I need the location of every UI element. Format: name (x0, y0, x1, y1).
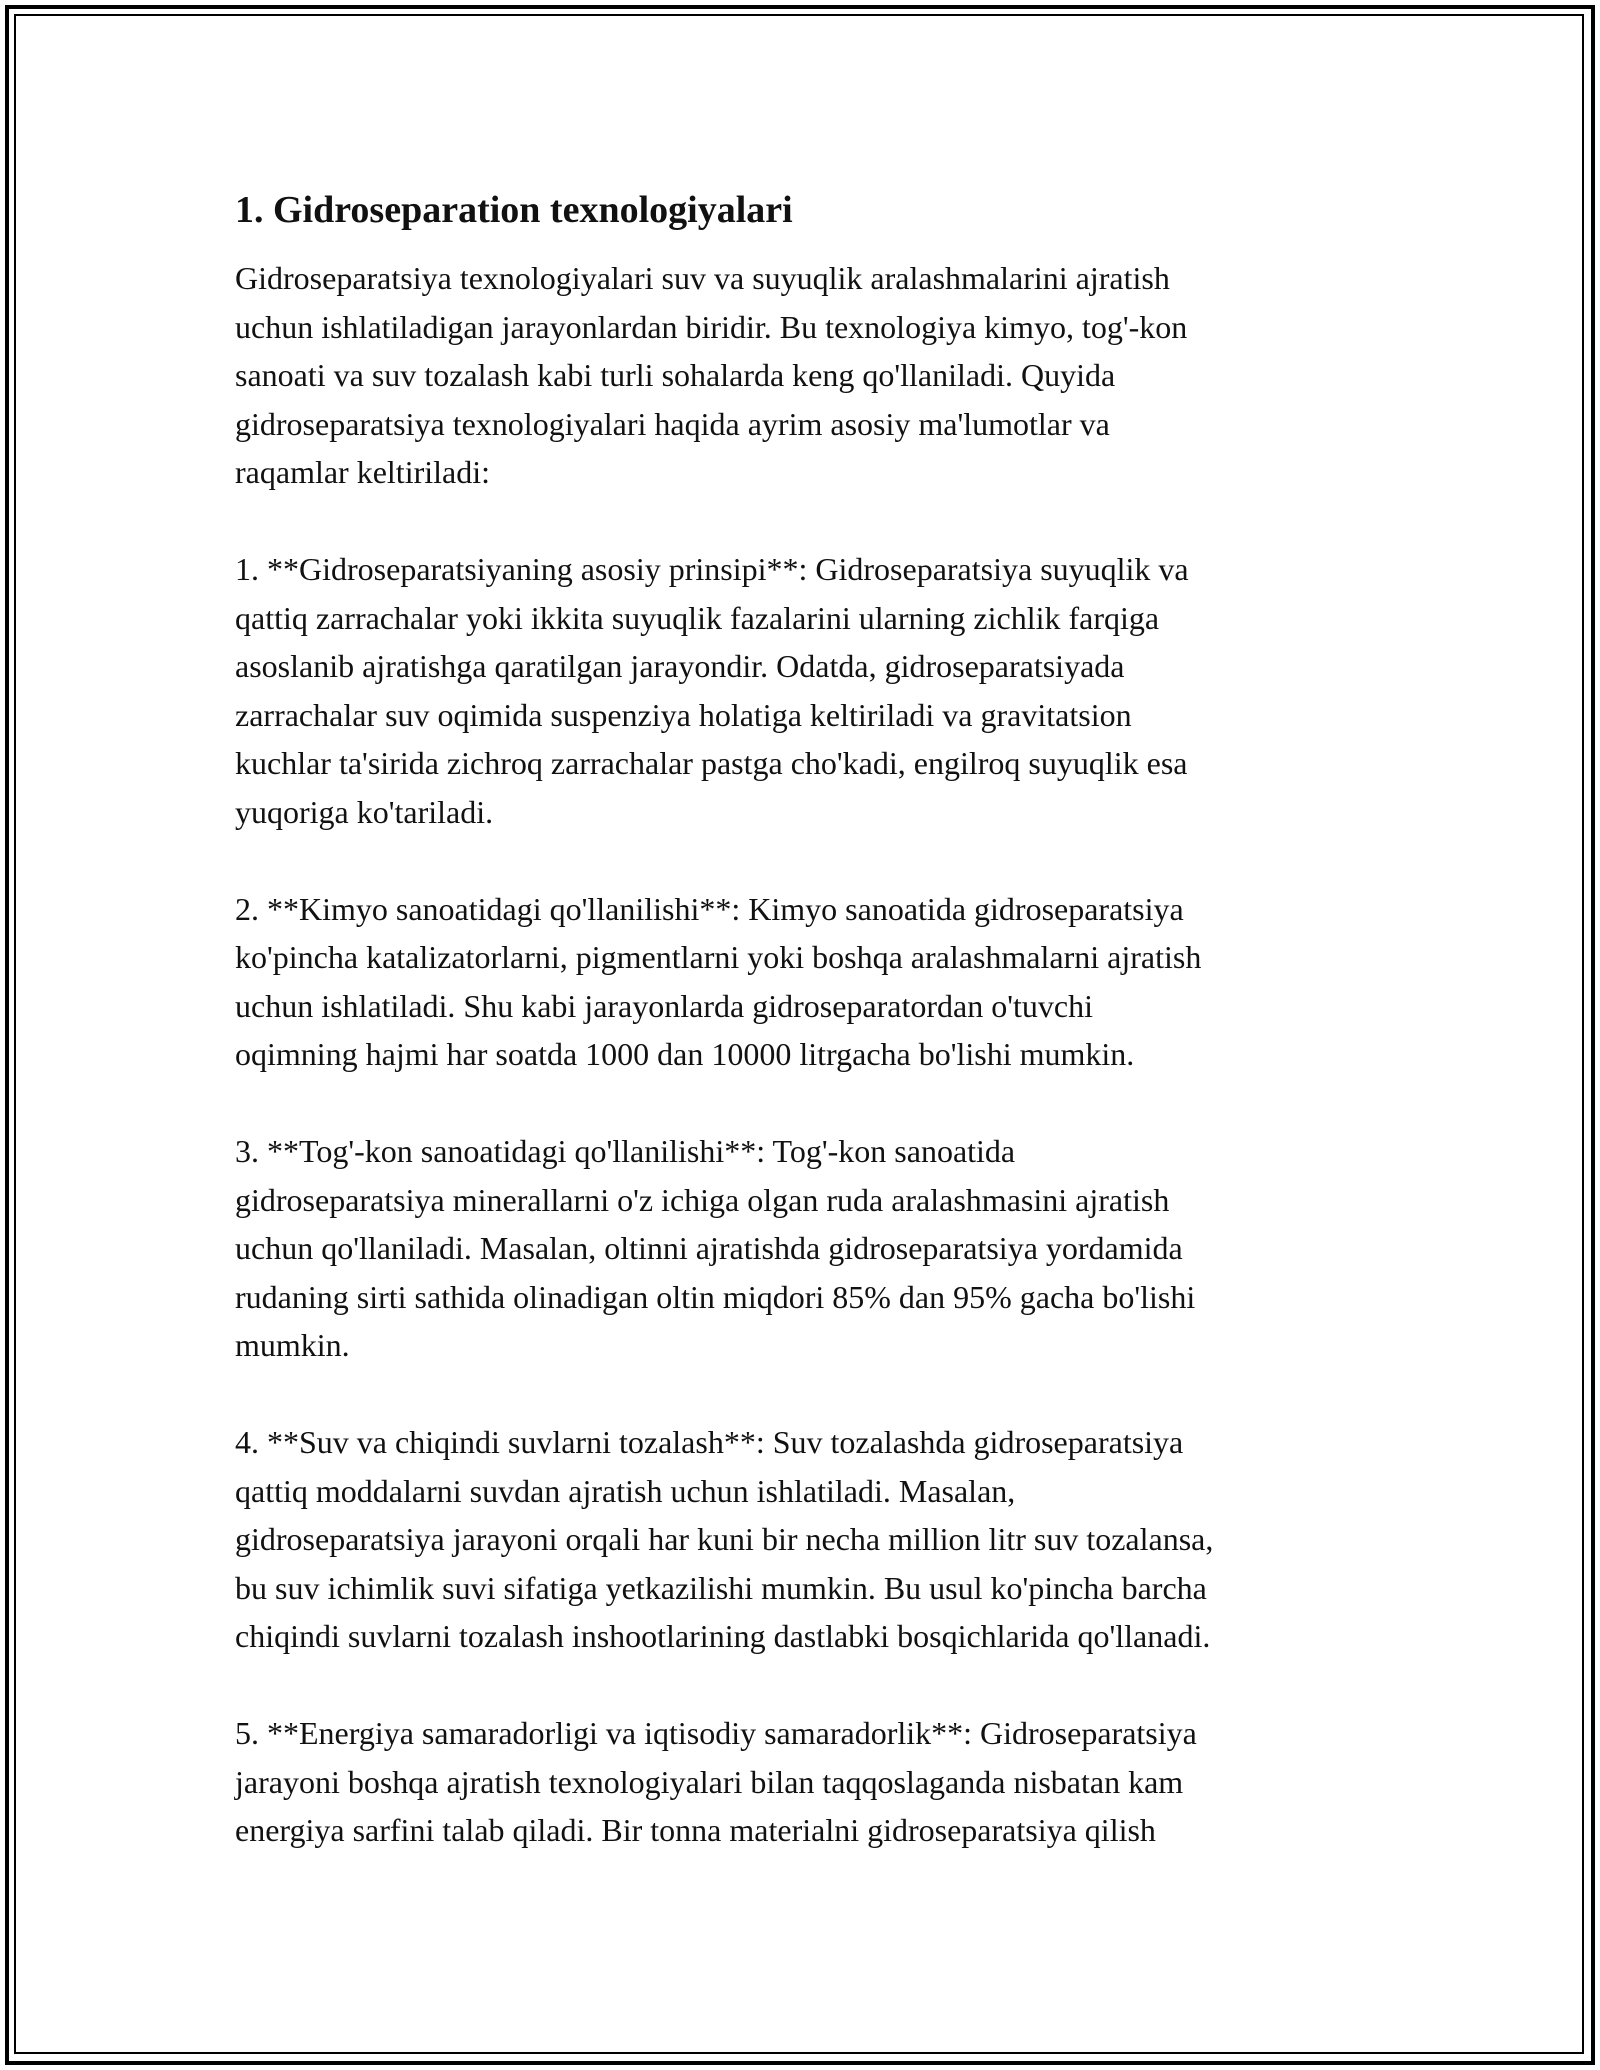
list-item-water-treatment: 4. **Suv va chiqindi suvlarni tozalash**: Suv tozalashda gidroseparatsiya qattiq moddalarni suvdan ajratish uchun ishlatiladi. Masalan, gidroseparatsiya jarayoni orqali har kuni bir necha million litr suv tozalansa, bu suv ichimlik suvi sifatiga yetkazilishi mumkin. Bu usul ko'pincha barcha chiqindi suvlarni tozalash inshootlarining dastlabki bosqichlarida qo'llanadi. (235, 1424, 1214, 1654)
document-body (235, 186, 1375, 1855)
list-item-principle: 1. **Gidroseparatsiyaning asosiy prinsipi**: Gidroseparatsiya suyuqlik va qattiq zarrachalar yoki ikkita suyuqlik fazalarini ularning zichlik farqiga asoslanib ajratishga qaratilgan jarayondir. Odatda, gidroseparatsiyada zarrachalar suv oqimida suspenziya holatiga keltiriladi va gravitatsion kuchlar ta'sirida zichroq zarrachalar pastga cho'kadi, engilroq suyuqlik esa yuqoriga ko'tariladi. (235, 551, 1189, 830)
section-heading: 1. Gidroseparation texnologiyalari (235, 189, 793, 231)
list-item-energy-efficiency: 5. **Energiya samaradorligi va iqtisodiy samaradorlik**: Gidroseparatsiya jarayoni boshqa ajratish texnologiyalari bilan taqqoslaganda nisbatan kam energiya sarfini talab qiladi. Bir tonna materialni gidroseparatsiya qilish (235, 1715, 1197, 1848)
list-item-mining-industry: 3. **Tog'-kon sanoatidagi qo'llanilishi**: Tog'-kon sanoatida gidroseparatsiya minerallarni o'z ichiga olgan ruda aralashmasini ajratish uchun qo'llaniladi. Masalan, oltinni ajratishda gidroseparatsiya yordamida rudaning sirti sathida olinadigan oltin miqdori 85% dan 95% gacha bo'lishi mumkin. (235, 1133, 1196, 1363)
intro-paragraph: Gidroseparatsiya texnologiyalari suv va suyuqlik aralashmalarini ajratish uchun ishlatiladigan jarayonlardan biridir. Bu texnologiya kimyo, tog'-kon sanoati va suv tozalash kabi turli sohalarda keng qo'llaniladi. Quyida gidroseparatsiya texnologiyalari haqida ayrim asosiy ma'lumotlar va raqamlar keltiriladi: (235, 260, 1188, 490)
list-item-chemical-industry: 2. **Kimyo sanoatidagi qo'llanilishi**: Kimyo sanoatida gidroseparatsiya ko'pincha katalizatorlarni, pigmentlarni yoki boshqa aralashmalarni ajratish uchun ishlatiladi. Shu kabi jarayonlarda gidroseparatordan o'tuvchi oqimning hajmi har soatda 1000 dan 10000 litrgacha bo'lishi mumkin. (235, 890, 1202, 1072)
